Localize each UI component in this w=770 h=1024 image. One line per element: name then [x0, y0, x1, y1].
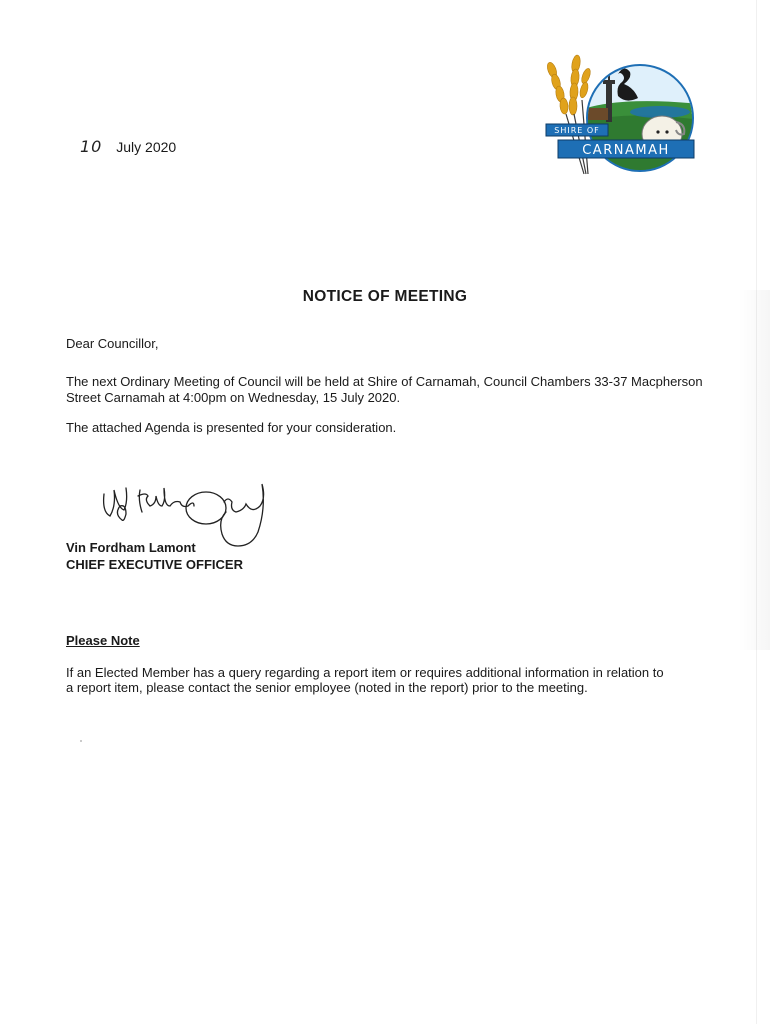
please-note-text: If an Elected Member has a query regarding a report item or requires additional information in relation to a report item, please contact the senior employee (noted in the report) prior to the meeting.	[66, 665, 664, 695]
date-month-year: July 2020	[116, 139, 177, 155]
meeting-details-paragraph: The next Ordinary Meeting of Council will be held at Shire of Carnamah, Council Chambers 33-37 Macpherson Street Carnamah at 4:00pm on Wednesday, 15 July 2020.	[66, 374, 703, 405]
svg-text:SHIRE OF: SHIRE OF	[554, 126, 600, 135]
signer-title: CHIEF EXECUTIVE OFFICER	[66, 557, 243, 572]
page-title: NOTICE OF MEETING	[302, 288, 468, 305]
svg-text:CARNAMAH: CARNAMAH	[582, 143, 670, 158]
scan-shadow	[738, 290, 770, 650]
agenda-paragraph: The attached Agenda is presented for your consideration.	[66, 420, 397, 435]
date-day-handwritten: 10	[80, 137, 103, 156]
please-note-heading: Please Note	[66, 633, 140, 648]
scan-speck	[80, 740, 82, 742]
signer-name: Vin Fordham Lamont	[66, 540, 196, 555]
letter-date	[80, 137, 176, 156]
shire-of-carnamah-logo	[540, 52, 700, 178]
salutation: Dear Councillor,	[66, 336, 159, 351]
